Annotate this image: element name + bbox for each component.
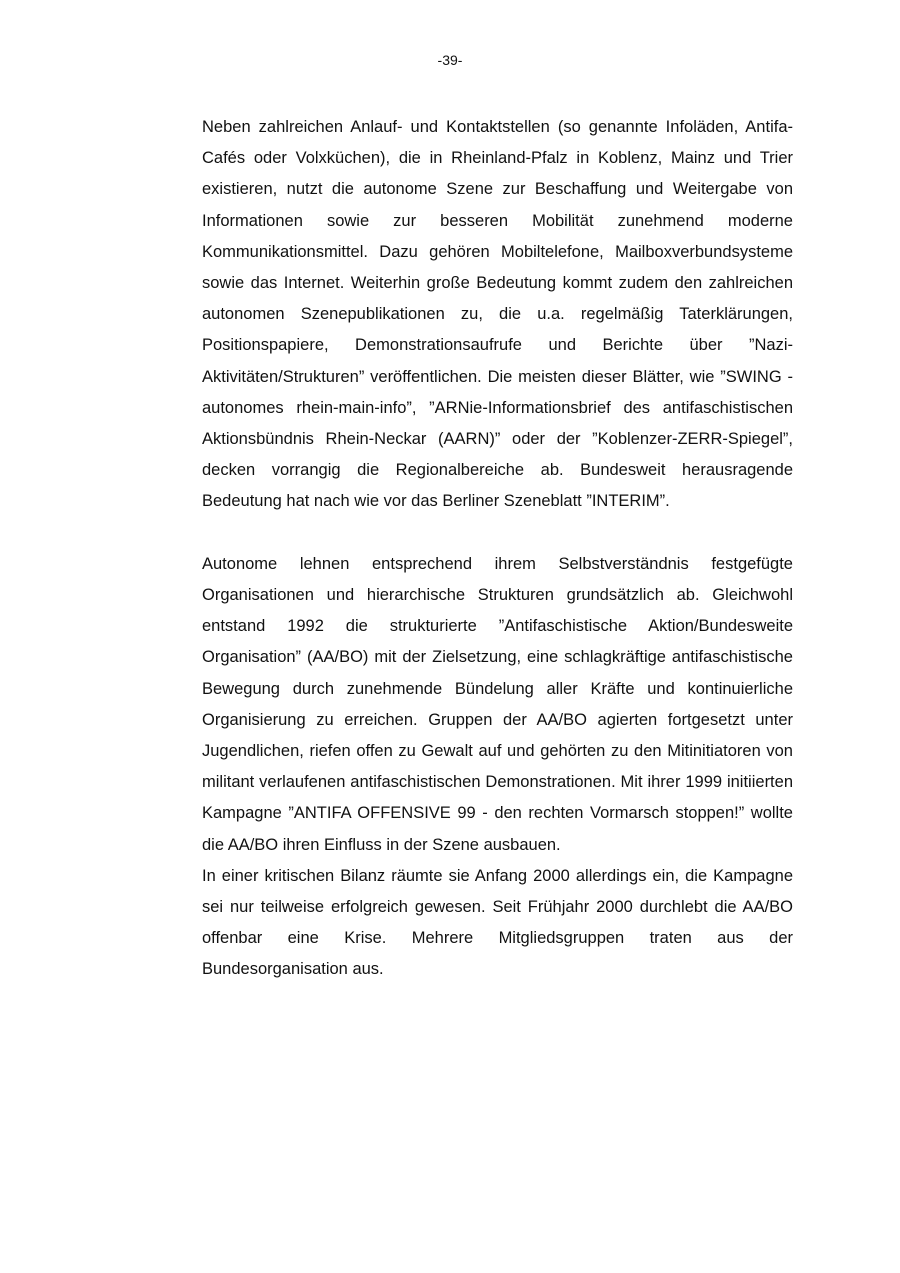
paragraph-aabo-crisis: In einer kritischen Bilanz räumte sie Anfang 2000 allerdings ein, die Kampagne sei nur teilweise erfolgreich gewesen. Seit Frühjahr 2000 durchlebt die AA/BO offenbar eine Krise. Mehrere Mitgliedsgruppen traten aus der Bundesorganisation aus. [202,866,793,979]
document-body [202,112,793,986]
paragraph-aabo-organisation: Autonome lehnen entsprechend ihrem Selbstverständnis festgefügte Organisationen und hierarchische Strukturen grundsätzlich ab. Gleichwohl entstand 1992 die strukturierte ”Antifaschistische Aktion/Bundesweite Organisation” (AA/BO) mit der Zielsetzung, eine schlagkräftige antifaschistische Bewegung durch zunehmende Bündelung aller Kräfte und kontinuierliche Organisierung zu erreichen. Gruppen der AA/BO agierten fortgesetzt unter Jugendlichen, riefen offen zu Gewalt auf und gehörten zu den Mitinitiatoren von militant verlaufenen antifaschistischen Demonstrationen. Mit ihrer 1999 initiierten Kampagne ”ANTIFA OFFENSIVE 99 - den rechten Vormarsch stoppen!” wollte die AA/BO ihren Einfluss in der Szene ausbauen. [202,554,793,854]
paragraph-communication-and-publications: Neben zahlreichen Anlauf- und Kontaktstellen (so genannte Infoläden, Antifa-Cafés oder Volxküchen), die in Rheinland-Pfalz in Koblenz, Mainz und Trier existieren, nutzt die autonome Szene zur Beschaffung und Weitergabe von Informationen sowie zur besseren Mobilität zunehmend moderne Kommunikationsmittel. Dazu gehören Mobiltelefone, Mailboxverbundsysteme sowie das Internet. Weiterhin große Bedeutung kommt zudem den zahlreichen autonomen Szenepublikationen zu, die u.a. regelmäßig Taterklärungen, Positionspapiere, Demonstrationsaufrufe und Berichte über ”Nazi-Aktivitäten/Strukturen” veröffentlichen. Die meisten dieser Blätter, wie ”SWING - autonomes rhein-main-info”, ”ARNie-Informationsbrief des antifaschistischen Aktionsbündnis Rhein-Neckar (AARN)” oder der ”Koblenzer-ZERR-Spiegel”, decken vorrangig die Regionalbereiche ab. Bundesweit herausragende Bedeutung hat nach wie vor das Berliner Szeneblatt ”INTERIM”. [202,118,793,511]
page-number: -39- [437,52,463,68]
